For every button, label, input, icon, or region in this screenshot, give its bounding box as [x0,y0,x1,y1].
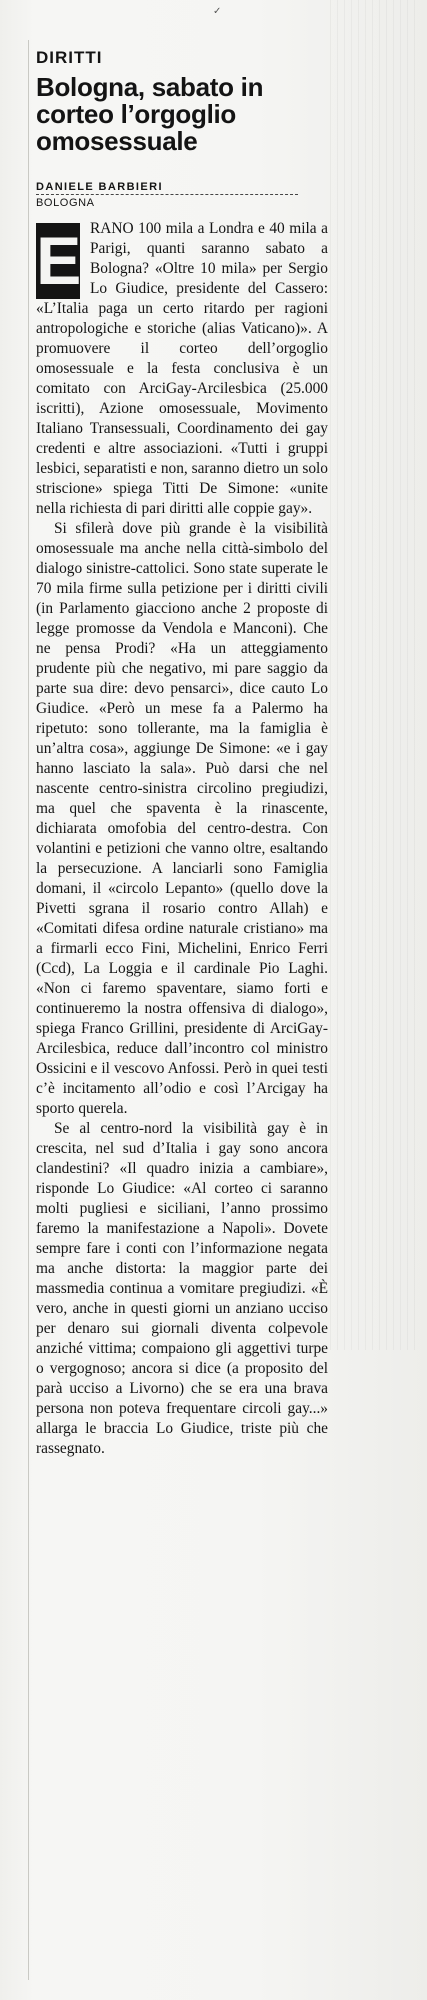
byline-location: BOLOGNA [36,197,95,209]
news-article [36,48,328,1459]
paragraph-2: Si sfilerà dove più grande è la visibilità omosessuale ma anche nella città-simbolo del dialogo sinistre-cattolici. Sono state superate le 70 mila firme sulla petizione per i diritti civili (in Parlamento giacciono anche 2 proposte di legge promosse da Vendola e Manconi). Che ne pensa Prodi? «Ha un atteggiamento prudente più che negativo, mi pare saggio da parte sua dire: devo pensarci», dice cauto Lo Giudice. «Però un mese fa a Palermo ha ripetuto: sono tollerante, ma la famiglia è un’altra cosa», aggiunge De Simone: «e i gay hanno lasciato la sala». Può darsi che nel nascente centro-sinistra circolino pregiudizi, ma quel che spaventa è la rinascente, dichiarata omofobia del centro-destra. Con volantini e petizioni che vanno oltre, esaltando la persecuzione. A lanciarli sono Famiglia domani, il «circolo Lepanto» (quello dove la Pivetti sgrana il rosario contro Allah) e «Comitati difesa ordine naturale cristiano» ma a firmarli ecco Fini, Michelini, Enrico Ferri (Ccd), La Loggia e il cardinale Pio Laghi. «Non ci faremo spaventare, siamo forti e continueremo la nostra offensiva di dialogo», spiega Franco Grillini, presidente di ArciGay-Arcilesbica, reduce dall’incontro col ministro Ossicini e il vescovo Anfossi. Però in quei testi c’è incitamento all’odio e così l’Arcigay ha sporto querela. [36,520,328,1117]
scan-mark: ✓ [213,6,222,17]
drop-cap: E [36,223,82,299]
margin-rule [28,40,29,1980]
article-body [36,219,328,1459]
paragraph-3: Se al centro-nord la visibilità gay è in crescita, nel sud d’Italia i gay sono ancora clandestini? «Il quadro inizia a cambiare», risponde Lo Giudice: «Al corteo ci saranno molti pugliesi e siciliani, l’anno prossimo faremo la manifestazione a Napoli». Dovete sempre fare i conti con l’informazione negata ma anche distorta: la maggior parte dei massmedia continua a vomitare pregiudizi. «È vero, anche in questi giorni un anziano ucciso per denaro sui giornali diventa colpevole anziché vittima; compaiono gli aggettivi turpe o vergognoso; ancora si dice (a proposito del parà ucciso a Livorno) che se era una brava persona non poteva frequentare circoli gay...» allarga le braccia Lo Giudice, triste più che rassegnato. [36,1120,328,1457]
headline: Bologna, sabato in corteo l’orgoglio omosessuale [36,72,264,156]
paragraph-1-text: RANO 100 mila a Londra e 40 mila a Parigi, quanti saranno sabato a Bologna? «Oltre 10 mila» per Sergio Lo Giudice, presidente del Cassero: «L’Italia paga un certo ritardo per ragioni antropologiche e storiche (alias Vaticano)». A promuovere il corteo dell’orgoglio omosessuale e la festa conclusiva è un comitato con ArciGay-Arcilesbica (25.000 iscritti), Azione omosessuale, Movimento Italiano Transessuali, Coordinamento dei gay credenti e altre associazioni. «Tutti i gruppi lesbici, separatisti e non, saranno dietro un solo striscione» spiega Titti De Simone: «unite nella richiesta di pari diritti alle coppie gay». [36,220,328,517]
byline-author: DANIELE BARBIERI [36,181,298,195]
print-bleed-through [330,0,420,1350]
section-label: DIRITTI [36,48,103,67]
paragraph-1 [36,219,328,519]
